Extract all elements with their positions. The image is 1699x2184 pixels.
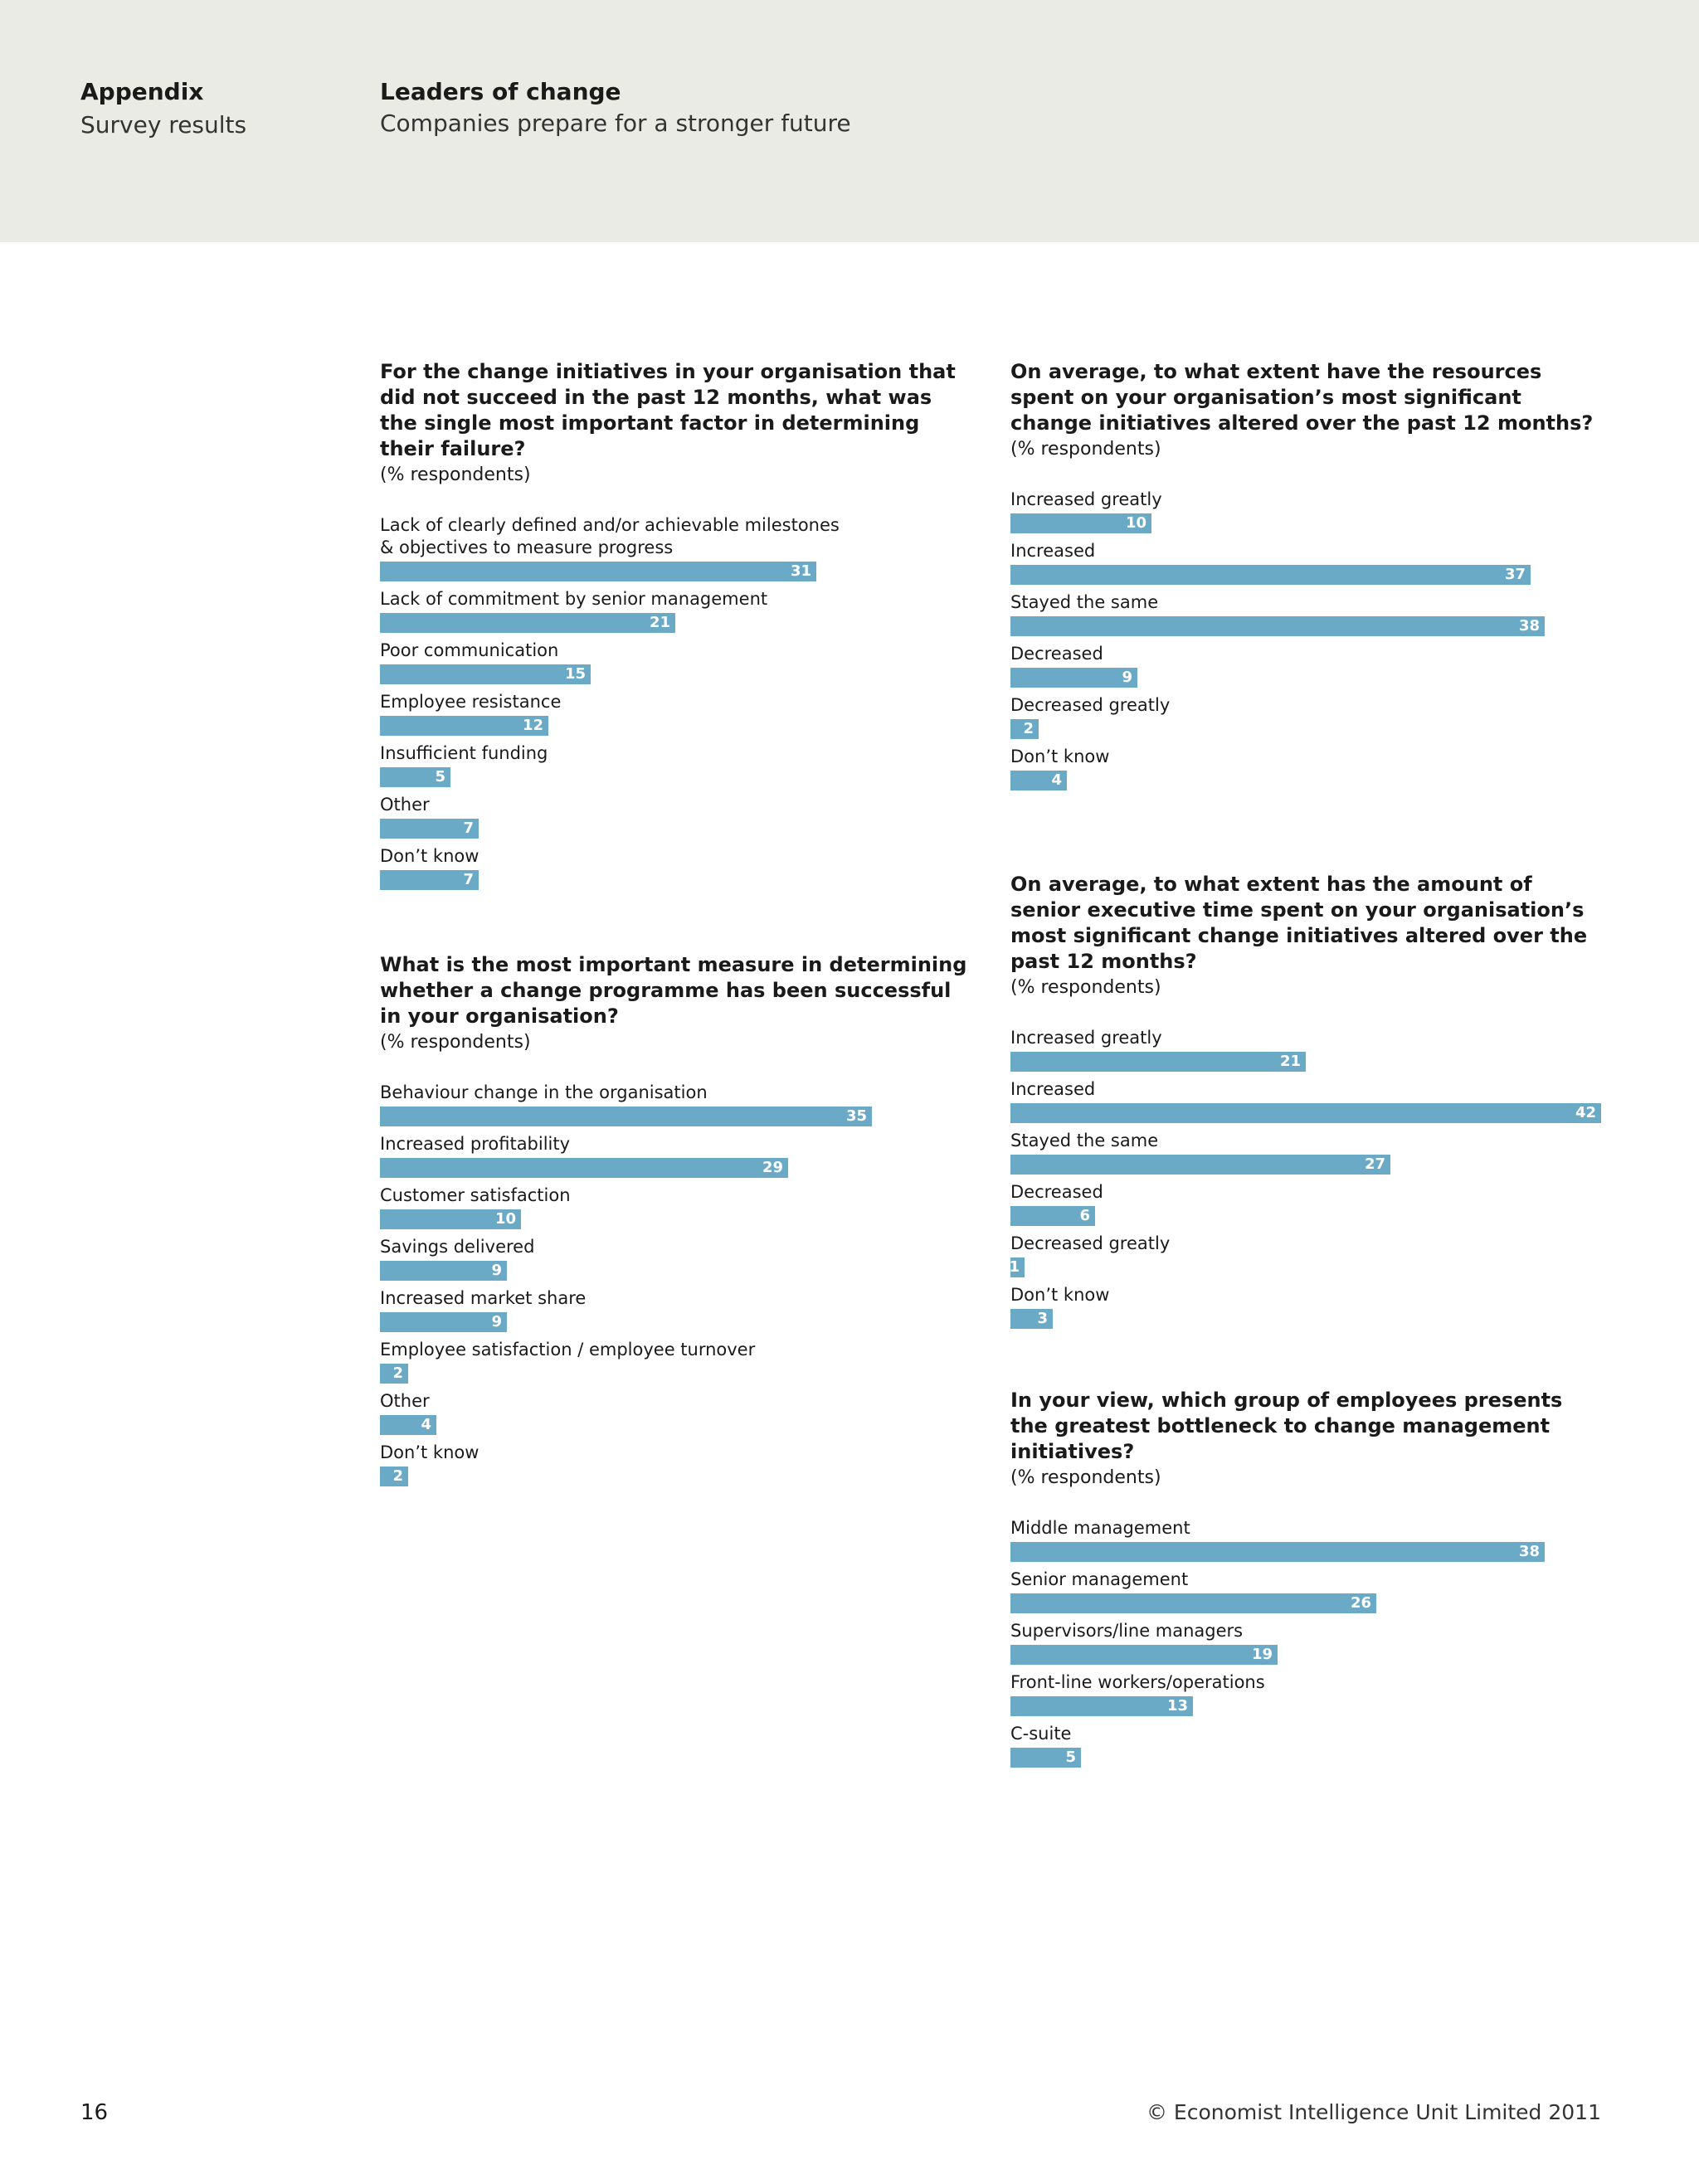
bar-row bbox=[380, 1339, 971, 1390]
bar bbox=[380, 1415, 436, 1435]
bar-value-label: 21 bbox=[649, 614, 670, 631]
bar-label: Increased bbox=[1010, 1079, 1096, 1099]
chart-success-measure bbox=[380, 952, 971, 1493]
bar-row bbox=[380, 794, 971, 845]
bar-label: Other bbox=[380, 795, 430, 815]
bar-label: Don’t know bbox=[1010, 1285, 1110, 1305]
bar bbox=[380, 767, 450, 787]
bar-row bbox=[1010, 1027, 1601, 1078]
chart-failure-factor bbox=[380, 359, 971, 897]
page-header bbox=[0, 0, 1699, 242]
bar-value-label: 6 bbox=[1079, 1207, 1090, 1224]
bar bbox=[380, 1364, 408, 1384]
bar bbox=[1010, 719, 1039, 739]
bar-value-label: 1 bbox=[1009, 1258, 1020, 1276]
bar-row bbox=[1010, 1569, 1601, 1620]
bar bbox=[380, 613, 675, 633]
chart-bottleneck-group bbox=[1010, 1388, 1601, 1774]
bar-label: Insufficient funding bbox=[380, 743, 548, 763]
bar-label: Stayed the same bbox=[1010, 1131, 1159, 1150]
bar-label: Lack of clearly defined and/or achievable milestones & objectives to measure progress bbox=[380, 515, 840, 557]
bar-row bbox=[1010, 1517, 1601, 1569]
bar-value-label: 27 bbox=[1364, 1155, 1385, 1173]
bar bbox=[1010, 1103, 1601, 1123]
bar-value-label: 5 bbox=[1065, 1749, 1076, 1766]
bar bbox=[1010, 1645, 1278, 1665]
bar-row bbox=[380, 845, 971, 897]
bar bbox=[1010, 771, 1067, 790]
bar-row bbox=[1010, 746, 1601, 797]
bar-row bbox=[1010, 1284, 1601, 1335]
bar-value-label: 31 bbox=[790, 562, 811, 580]
bar-label: Middle management bbox=[1010, 1518, 1190, 1538]
bar bbox=[380, 1107, 872, 1126]
bar-label: Decreased greatly bbox=[1010, 1233, 1171, 1253]
bar-row bbox=[1010, 489, 1601, 540]
bar-value-label: 5 bbox=[435, 768, 445, 786]
bar bbox=[1010, 1206, 1095, 1226]
bar-label: Increased greatly bbox=[1010, 489, 1162, 509]
bar-value-label: 21 bbox=[1279, 1053, 1301, 1070]
section-title: Appendix bbox=[80, 78, 204, 105]
chart-title: What is the most important measure in determining whether a change programme has been successful in your organisation? bbox=[380, 953, 967, 1028]
bar bbox=[380, 664, 591, 684]
bar bbox=[1010, 1593, 1376, 1613]
bar-label: Don’t know bbox=[380, 1442, 480, 1462]
chart-unit-note: (% respondents) bbox=[1010, 977, 1161, 998]
bar-label: Increased bbox=[1010, 541, 1096, 561]
report-title: Leaders of change bbox=[380, 78, 621, 105]
bar-value-label: 4 bbox=[421, 1416, 431, 1433]
bar-row bbox=[380, 742, 971, 794]
page-number: 16 bbox=[80, 2100, 109, 2125]
bar-label: Senior management bbox=[1010, 1569, 1189, 1589]
bar-row bbox=[1010, 1130, 1601, 1181]
bar-value-label: 7 bbox=[463, 820, 474, 837]
bar-label: Employee satisfaction / employee turnover bbox=[380, 1340, 756, 1360]
chart-title: On average, to what extent have the resources spent on your organisation’s most significant change initiatives altered over the past 12 months? bbox=[1010, 360, 1594, 435]
bar bbox=[380, 870, 479, 890]
bar-label: Decreased greatly bbox=[1010, 695, 1171, 715]
bar-row bbox=[380, 1442, 971, 1493]
bar-value-label: 9 bbox=[1122, 669, 1132, 686]
bar-value-label: 2 bbox=[392, 1467, 403, 1485]
bar-label: Front-line workers/operations bbox=[1010, 1672, 1265, 1692]
bar-label: Stayed the same bbox=[1010, 592, 1159, 612]
bar-row bbox=[380, 1287, 971, 1339]
bar-label: Don’t know bbox=[1010, 747, 1110, 766]
bar bbox=[1010, 1696, 1193, 1716]
bar bbox=[1010, 1309, 1053, 1329]
bar-row bbox=[380, 1133, 971, 1184]
chart-unit-note: (% respondents) bbox=[1010, 1467, 1161, 1488]
bar-value-label: 26 bbox=[1350, 1594, 1371, 1612]
bar bbox=[1010, 1257, 1025, 1277]
bar-label: Customer satisfaction bbox=[380, 1185, 571, 1205]
bar-label: Increased market share bbox=[380, 1288, 587, 1308]
bar bbox=[380, 1261, 507, 1281]
bar-label: Increased profitability bbox=[380, 1134, 571, 1154]
chart-resources-spent bbox=[1010, 359, 1601, 797]
bar-label: Savings delivered bbox=[380, 1237, 535, 1257]
bar-row bbox=[380, 1082, 971, 1133]
bar-label: Increased greatly bbox=[1010, 1028, 1162, 1048]
bar-row bbox=[1010, 1620, 1601, 1671]
bar-row bbox=[1010, 540, 1601, 591]
bar bbox=[380, 562, 816, 581]
bar-value-label: 3 bbox=[1037, 1310, 1048, 1327]
bar bbox=[1010, 668, 1137, 688]
bar bbox=[380, 716, 548, 736]
bar bbox=[1010, 565, 1531, 585]
chart-title: For the change initiatives in your organisation that did not succeed in the past 12 months, what was the single most important factor in determining their failure? bbox=[380, 360, 956, 460]
bar-row bbox=[1010, 1078, 1601, 1130]
chart-unit-note: (% respondents) bbox=[380, 465, 531, 485]
bar-label: Don’t know bbox=[380, 846, 480, 866]
bar-row bbox=[380, 1184, 971, 1236]
bar-label: Employee resistance bbox=[380, 692, 562, 712]
chart-unit-note: (% respondents) bbox=[1010, 439, 1161, 460]
bar-row bbox=[1010, 1233, 1601, 1284]
bar-label: C-suite bbox=[1010, 1724, 1072, 1744]
bar-label: Other bbox=[380, 1391, 430, 1411]
bar-value-label: 2 bbox=[1023, 720, 1034, 737]
bar-label: Poor communication bbox=[380, 640, 559, 660]
bar-label: Lack of commitment by senior management bbox=[380, 589, 768, 609]
bar bbox=[380, 819, 479, 839]
copyright-notice: © Economist Intelligence Unit Limited 2011 bbox=[1146, 2100, 1601, 2124]
bar-row bbox=[380, 514, 971, 588]
bar-row bbox=[380, 1390, 971, 1442]
report-subtitle: Companies prepare for a stronger future bbox=[380, 109, 851, 137]
bar-row bbox=[1010, 1723, 1601, 1774]
bar-value-label: 7 bbox=[463, 871, 474, 888]
bar-value-label: 38 bbox=[1518, 1543, 1540, 1560]
bar bbox=[380, 1312, 507, 1332]
bar-value-label: 15 bbox=[564, 665, 586, 683]
bar-label: Behaviour change in the organisation bbox=[380, 1082, 708, 1102]
bar-value-label: 35 bbox=[845, 1107, 867, 1125]
bar-row bbox=[1010, 1181, 1601, 1233]
bar bbox=[380, 1467, 408, 1486]
bar-row bbox=[1010, 694, 1601, 746]
bar-row bbox=[380, 1236, 971, 1287]
bar-value-label: 12 bbox=[522, 717, 543, 734]
section-subtitle: Survey results bbox=[80, 111, 247, 139]
bar bbox=[1010, 1155, 1390, 1175]
bar-value-label: 2 bbox=[392, 1364, 403, 1382]
bar bbox=[1010, 1542, 1545, 1562]
bar-row bbox=[380, 588, 971, 640]
bar-value-label: 4 bbox=[1051, 771, 1062, 789]
bar bbox=[1010, 1052, 1306, 1072]
bar-row bbox=[380, 640, 971, 691]
bar-row bbox=[1010, 1671, 1601, 1723]
chart-unit-note: (% respondents) bbox=[380, 1032, 531, 1053]
bar bbox=[1010, 616, 1545, 636]
bar-row bbox=[380, 691, 971, 742]
chart-executive-time bbox=[1010, 872, 1601, 1335]
bar-label: Decreased bbox=[1010, 644, 1103, 664]
bar bbox=[380, 1158, 788, 1178]
bar-row bbox=[1010, 643, 1601, 694]
bar-value-label: 38 bbox=[1518, 617, 1540, 635]
bar bbox=[380, 1209, 521, 1229]
bar-value-label: 10 bbox=[494, 1210, 516, 1228]
bar-value-label: 42 bbox=[1575, 1104, 1596, 1121]
bar bbox=[1010, 513, 1151, 533]
chart-title: In your view, which group of employees presents the greatest bottleneck to change management initiatives? bbox=[1010, 1389, 1563, 1463]
bar-label: Decreased bbox=[1010, 1182, 1103, 1202]
bar-value-label: 9 bbox=[491, 1262, 502, 1279]
bar-value-label: 13 bbox=[1166, 1697, 1188, 1715]
bar-value-label: 10 bbox=[1125, 514, 1146, 532]
bar-label: Supervisors/line managers bbox=[1010, 1621, 1244, 1641]
bar-value-label: 29 bbox=[762, 1159, 783, 1176]
bar-value-label: 19 bbox=[1251, 1646, 1273, 1663]
bar bbox=[1010, 1748, 1081, 1768]
chart-title: On average, to what extent has the amount of senior executive time spent on your organisation’s most significant change initiatives altered over the past 12 months? bbox=[1010, 873, 1588, 973]
bar-row bbox=[1010, 591, 1601, 643]
bar-value-label: 37 bbox=[1504, 566, 1526, 583]
bar-value-label: 9 bbox=[491, 1313, 502, 1330]
